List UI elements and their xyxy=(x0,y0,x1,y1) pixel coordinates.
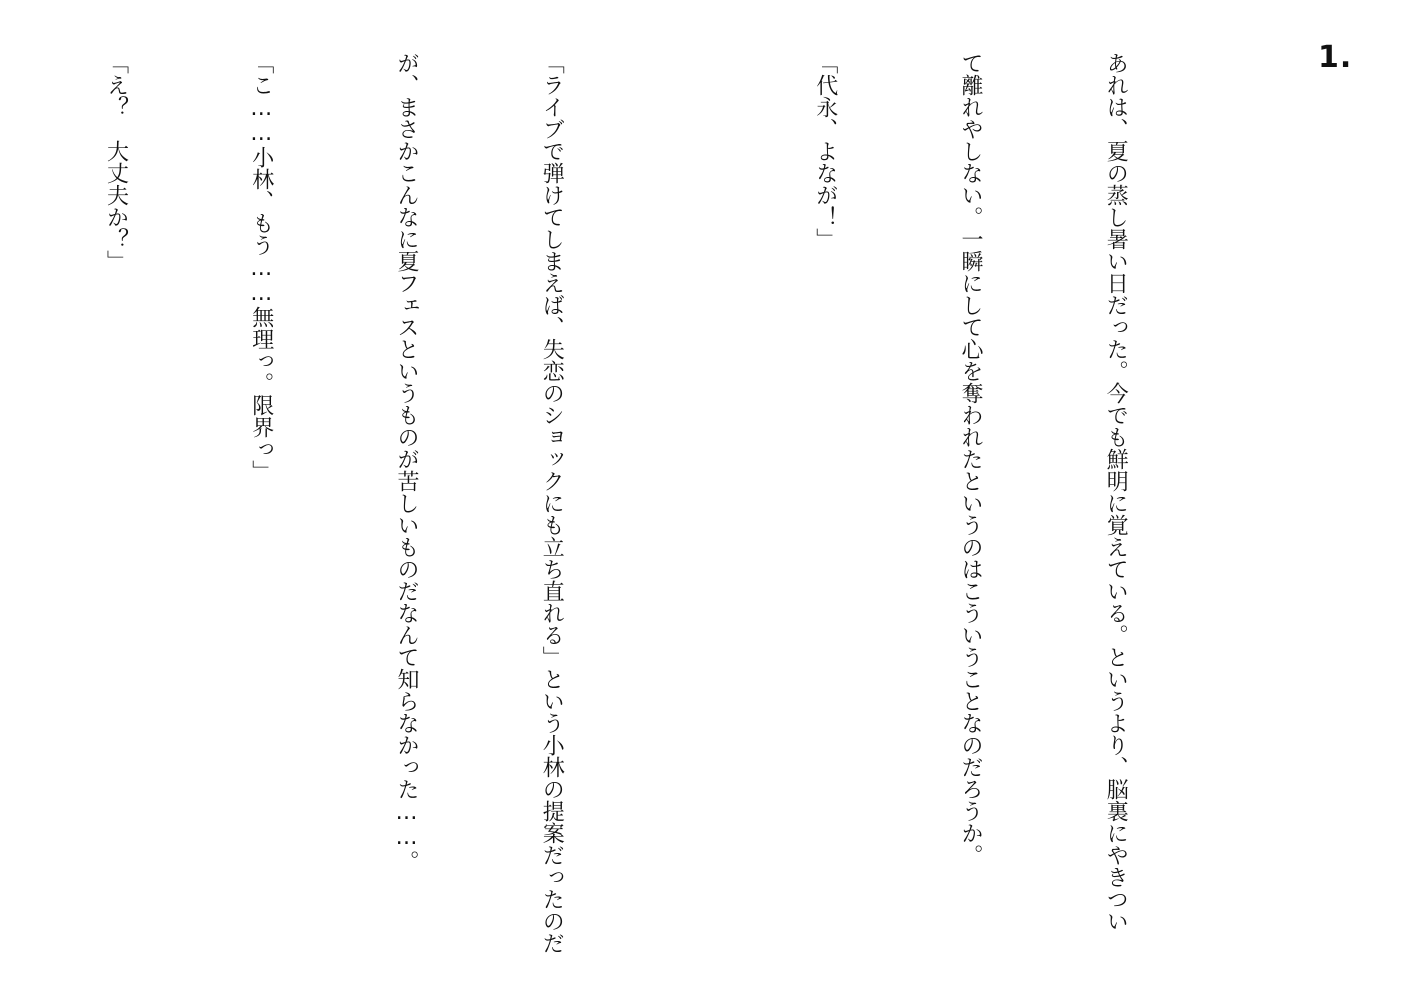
text-line: 「え？ 大丈夫か？」 xyxy=(103,52,129,272)
text-line: 「ライブで弾けてしまえば、失恋のショックにも立ち直れる」という小林の提案だったのだ xyxy=(539,52,565,954)
text-line: 「こ……小林、もう……無理っ。限界っ」 xyxy=(248,52,274,482)
text-line: が、まさかこんなに夏フェスというものが苦しいものだなんて知らなかった……。 xyxy=(393,52,419,872)
text-block-right xyxy=(776,52,1236,957)
text-line: あれは、夏の蒸し暑い日だった。今でも鮮明に覚えている。というより、脳裏にやきつい xyxy=(1103,52,1129,932)
text-block-left xyxy=(42,52,672,957)
text-line: て離れやしない。一瞬にして心を奪われたというのはこういうことなのだろうか。 xyxy=(957,52,983,866)
chapter-number: 1. xyxy=(1318,40,1353,75)
text-line: 「代永、よなが！」 xyxy=(812,52,838,250)
